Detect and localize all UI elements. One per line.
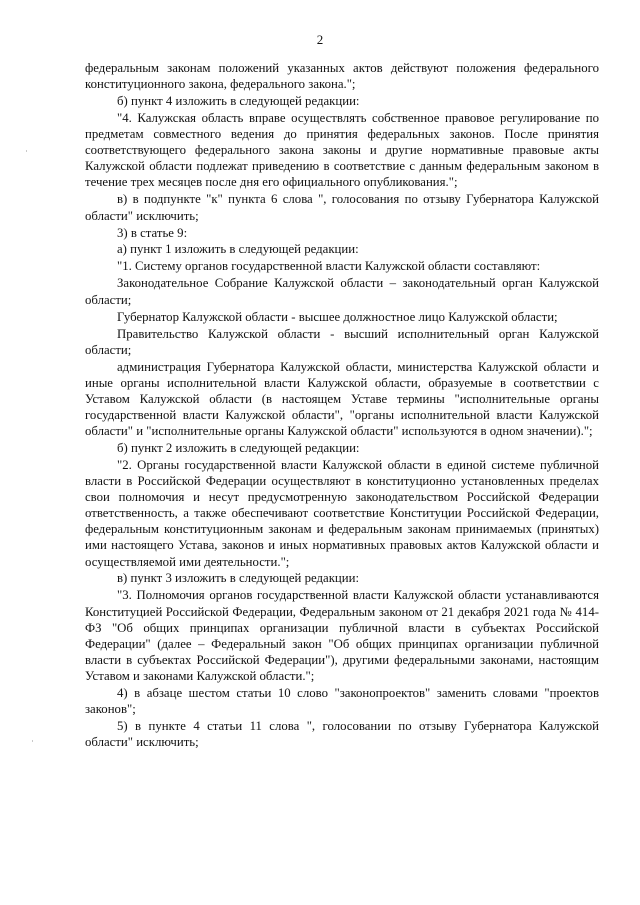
paragraph: Законодательное Собрание Калужской области – законодательный орган Калужской области; [85, 276, 599, 307]
margin-mark [32, 740, 33, 742]
paragraph: администрация Губернатора Калужской области, министерства Калужской области и иные органы исполнительной власти Калужской области, образуемые в соответствии с Уставом Калужской области (в настоящем Уставе термины "исполнительные органы государственной власти Калужской области", "органы исполнительной власти Калужской области" и "исполнительные органы Калужской области" используются в одном значении)."; [85, 359, 599, 438]
paragraph: в) в подпункте "к" пункта 6 слова ", голосования по отзыву Губернатора Калужской области" исключить; [85, 192, 599, 223]
paragraph: 4) в абзаце шестом статьи 10 слово "законопроектов" заменить словами "проектов законов"; [85, 685, 599, 717]
paragraph: б) пункт 4 изложить в следующей редакции: [117, 94, 360, 109]
paragraph: Губернатор Калужской области - высшее должностное лицо Калужской области; [117, 309, 558, 324]
paragraph: "2. Органы государственной власти Калужской области в единой системе публичной власти в Российской Федерации осуществляют в конституционно установленных пределах свои полномочия и несут предусмотренную законодательством Российской Федерации ответственность, а также обеспечивают соответствие Конституции Российской Федерации, федеральным конституционным законам и федеральным законам принимаемых (принятых) ими настоящего Устава, законов и иных нормативных правовых актов Калужской области и осуществляемой ими деятельности."; [85, 457, 599, 569]
paragraph: 3) в статье 9: [117, 225, 188, 240]
paragraph: а) пункт 1 изложить в следующей редакции: [117, 242, 359, 257]
paragraph: 5) в пункте 4 статьи 11 слова ", голосовании по отзыву Губернатора Калужской области" исключить; [85, 719, 599, 750]
paragraph: в) пункт 3 изложить в следующей редакции: [117, 571, 360, 586]
document-body [85, 60, 599, 751]
page-number: 2 [316, 32, 324, 47]
paragraph: Правительство Калужской области - высший исполнительный орган Калужской области; [85, 326, 599, 357]
paragraph: "1. Систему органов государственной власти Калужской области составляют: [117, 259, 541, 274]
paragraph: "3. Полномочия органов государственной власти Калужской области устанавливаются Конституцией Российской Федерации, Федеральным законом от 21 декабря 2021 года № 414-ФЗ "Об общих принципах организации публичной власти в субъектах Российской Федерации" (далее – Федеральный закон "Об общих принципах организации публичной власти в субъектах Российской Федерации"), другими федеральными законами, настоящим Уставом и законами Калужской области."; [85, 588, 599, 683]
paragraph: федеральным законам положений указанных актов действуют положения федерального конституционного закона, федерального закона."; [85, 61, 599, 92]
paragraph: б) пункт 2 изложить в следующей редакции: [117, 440, 360, 455]
margin-mark [26, 150, 27, 152]
paragraph: "4. Калужская область вправе осуществлять собственное правовое регулирование по предметам совместного ведения до принятия федеральных законов. После принятия соответствующего федерального закона законы и другие нормативные правовые акты Калужской области подлежат приведению в соответствие с данным федеральным законом в течение трех месяцев после дня его официального опубликования."; [85, 111, 599, 190]
